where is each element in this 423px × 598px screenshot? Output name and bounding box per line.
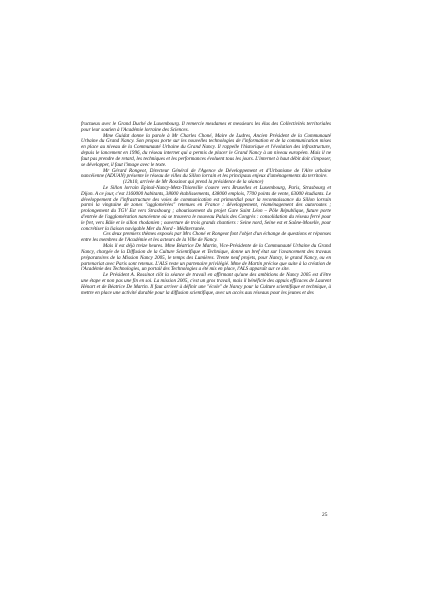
- page-number: 25: [322, 512, 328, 518]
- paragraph-1: fructueux avec le Grand Duché de Luxembourg. Il remercie mesdames et messieurs les élus des Collectivités territoriales pour leur soutien à l'Académie lorraine des Sciences.: [81, 121, 331, 133]
- paragraph-3: Mr Gérard Rongeot, Directeur Général de l'Agence de Développement et d'Urbanisme de l'Aire urbaine nancéienne (ADUAN) présente le réseau de villes du Sillon lorrain et les principaux enjeux d'aménagements du territoire.: [81, 167, 331, 180]
- paragraph-6: Ces deux premiers thèmes exposés par Mrs Choné et Rongeot font l'objet d'un échange de questions et réponses entre les membres de l'Académie et les acteurs de la Ville de Nancy.: [81, 231, 331, 244]
- paragraph-5: Le Sillon lorrain Epinal-Nancy-Metz-Thionville s'ouvre vers Bruxelles et Luxembourg, Paris, Strasbourg et Dijon. A ce jour, c'est 1160000 habitants, 38000 établissements, 438000 emplois, 7700 points de vente, 63000 étudiants. Le développement de l'infrastructure des voies de communication est primordial pour la reconnaissance du Sillon lorrain parmi la vingtaine de zones "agglomérées" retenues en France : développement, réaménagement des autoroutes ; prolongement du TGV Est vers Strasbourg ; aboutissement du projet Gare Saint Léon – Pôle République, future porte d'entrée de l'agglomération nancéenne où se trouvera le nouveau Palais des Congrès : consolidation du réseau ferré pour le fret, vers Bâle et le sillon rhodanien ; ouverture de trois grands chantiers : Seine nord, Seine est et Saône-Moselle, pour concrétiser la liaison navigable Mer du Nord - Méditerranée.: [81, 184, 331, 232]
- body-text: [81, 122, 331, 296]
- paragraph-4: (12h10, arrivée de Mr Rossinot qui prend la présidence de la séance): [123, 179, 264, 186]
- paragraph-8: Le Président A. Rossinot clôt la séance de travail en affirmant qu'une des ambitions de Nancy 2005 est d'être une étape et non pas une fin en soi. La mission 2005, c'est un gros travail, mais il bénéficie des appuis efficaces de Laurent Hénart et de Béatrice De Martin. Il faut arriver à définir une "école" de Nancy pour la Culture scientifique et technique, à mettre en place une activité durable pour la diffusion scientifique, avec un accès aux réseaux pour les jeunes et des: [81, 272, 331, 296]
- paragraph-7: Mais il est déjà treize heures. Mme Béatrice De Martin, Vice-Présidente de la Communauté Urbaine du Grand Nancy, chargée de la Diffusion de la Culture Scientifique et Technique, donne un bref état sur l'avancement des travaux préparatoires de la Mission Nancy 2005, le temps des Lumières. Trente neuf projets, pour Nancy, le grand Nancy, ou en partenariat avec Paris sont retenus. L'ALS reste un partenaire privilégié. Mme de Martin précise que suite à la création de l'Académie des Technologies, un portail des Technologies a été mis en place, l'ALS apparaît sur ce site.: [81, 243, 331, 273]
- paragraph-2: Mme Guidat donne la parole à Mr Charles Choné, Maire de Ludres, Ancien Président de la Communauté Urbaine du Grand Nancy. Son propos porte sur les nouvelles technologies de l'information et de la communication mises en place au niveau de la Communauté Urbaine du Grand Nancy. Il rappelle l'historique et l'évolution des infrastructure, depuis le lancement en 1996, du réseau internet qui a permis de placer le Grand Nancy à un niveau européen. Mais il ne faut pas prendre de retard, les techniques et les performances évoluent tous les jours. L'internet à haut débit doit s'imposer, se développer, il faut l'image avec le texte.: [81, 132, 331, 168]
